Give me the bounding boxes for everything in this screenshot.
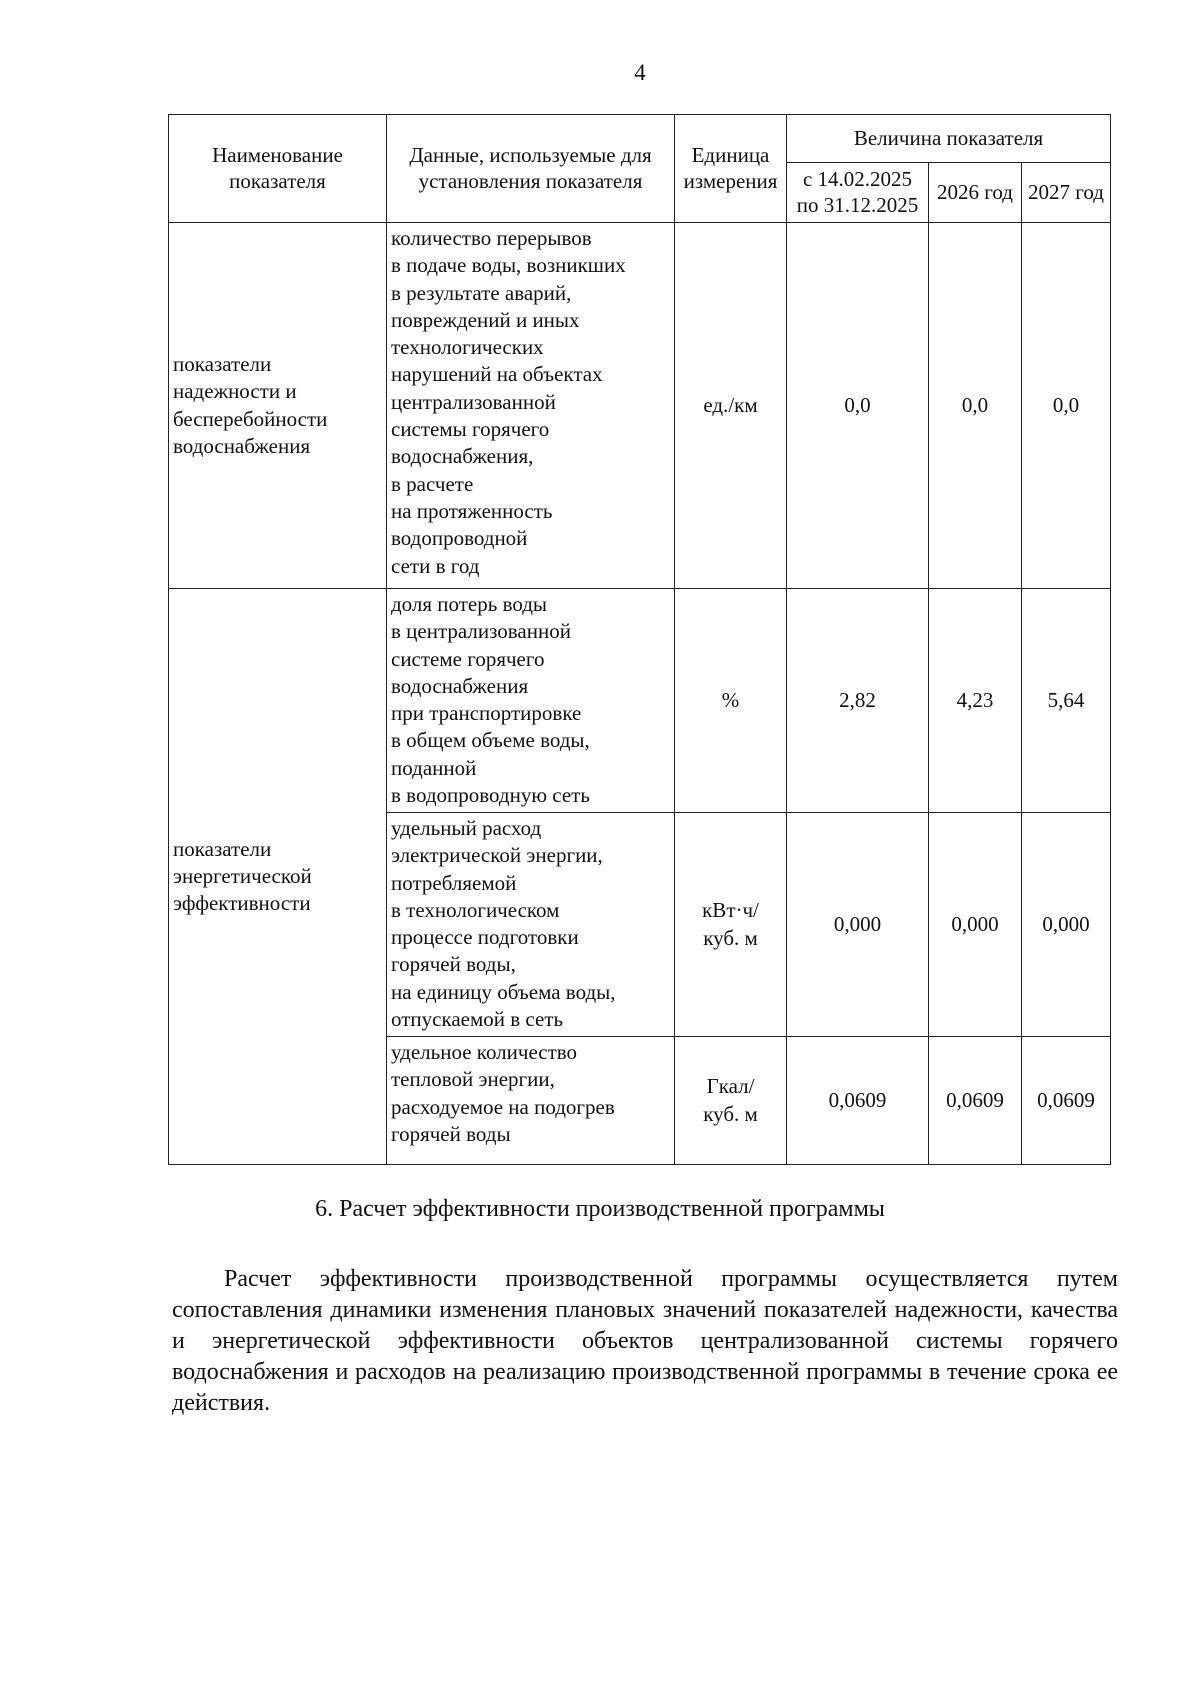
indicator-group-energy: показатели энергетической эффективности [169,589,387,1165]
indicators-table [168,114,1111,1165]
value-period-3: 0,0 [1022,223,1111,589]
section-paragraph: Расчет эффективности производственной программы осуществляется путем сопоставления динамики изменения плановых значений показателей надежности, качества и энергетической эффективности объектов централизованной системы горячего водоснабжения и расходов на реализацию производственной программы в течение срока ее действия. [172,1266,1118,1416]
table-header-row [169,115,1111,163]
header-value-group: Величина показателя [787,115,1111,163]
indicator-unit: кВт·ч/ куб. м [675,813,787,1037]
header-data: Данные, используемые для установления показателя [387,115,675,223]
value-period-3: 0,000 [1022,813,1111,1037]
value-period-3: 5,64 [1022,589,1111,813]
header-name: Наименование показателя [169,115,387,223]
value-period-3: 0,0609 [1022,1037,1111,1165]
indicator-unit: Гкал/ куб. м [675,1037,787,1165]
value-period-2: 0,0 [929,223,1022,589]
indicator-unit: ед./км [675,223,787,589]
indicator-data: удельное количество тепловой энергии, расходуемое на подогрев горячей воды [387,1037,675,1165]
value-period-2: 0,0609 [929,1037,1022,1165]
value-period-2: 0,000 [929,813,1022,1037]
indicator-group-reliability: показатели надежности и бесперебойности водоснабжения [169,223,387,589]
value-period-1: 0,0609 [787,1037,929,1165]
indicator-unit: % [675,589,787,813]
header-unit: Единица измерения [675,115,787,223]
indicator-data: количество перерывов в подаче воды, возникших в результате аварий, повреждений и иных технологических нарушений на объектах централизованной системы горячего водоснабжения, в расчете на протяженность водопроводной сети в год [387,223,675,589]
value-period-1: 0,000 [787,813,929,1037]
header-period-1: с 14.02.2025 по 31.12.2025 [787,163,929,223]
indicator-data: доля потерь воды в централизованной системе горячего водоснабжения при транспортировке в общем объеме воды, поданной в водопроводную сеть [387,589,675,813]
value-period-1: 0,0 [787,223,929,589]
value-period-1: 2,82 [787,589,929,813]
header-period-2: 2026 год [929,163,1022,223]
value-period-2: 4,23 [929,589,1022,813]
table-row [169,223,1111,589]
header-period-3: 2027 год [1022,163,1111,223]
indicator-data: удельный расход электрической энергии, потребляемой в технологическом процессе подготовки горячей воды, на единицу объема воды, отпускаемой в сеть [387,813,675,1037]
page-number: 4 [634,60,646,85]
section-title: 6. Расчет эффективности производственной программы [315,1196,885,1222]
table-row [169,589,1111,813]
